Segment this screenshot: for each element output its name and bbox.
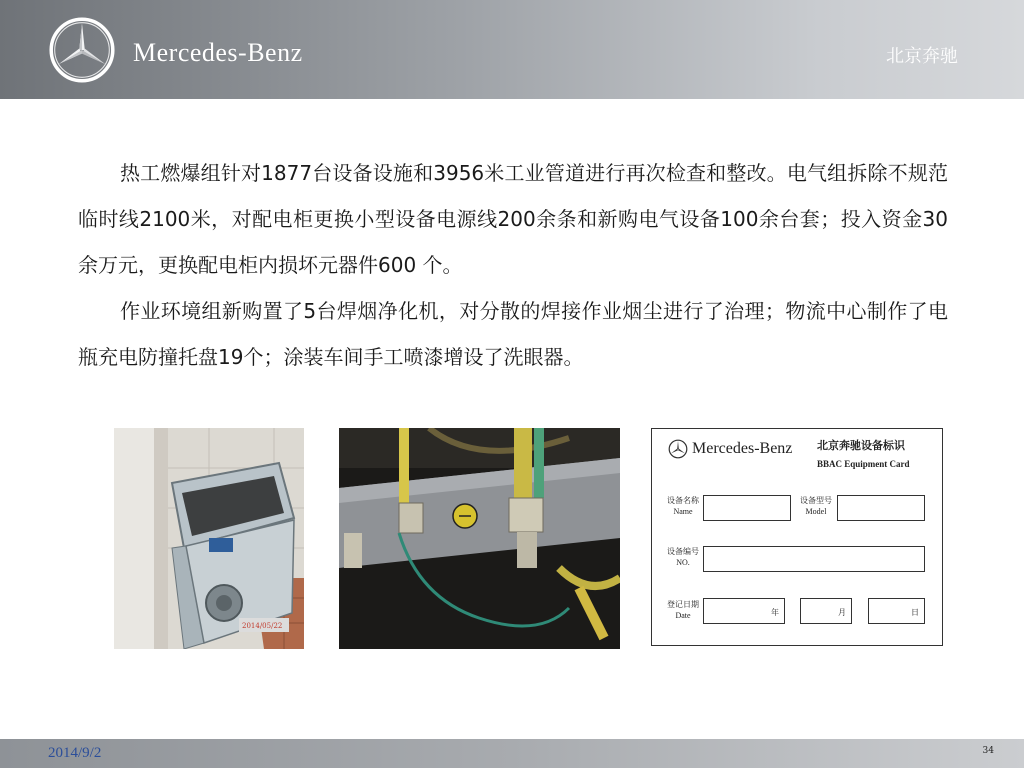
photo-grounding-terminal (339, 428, 620, 649)
company-name: 北京奔驰 (886, 46, 958, 67)
field-no (703, 546, 925, 572)
slide-content (78, 150, 948, 380)
paragraph-1: 热工燃爆组针对1877台设备设施和3956米工业管道进行再次检查和整改。电气组拆除不规范临时线2100米，对配电柜更换小型设备电源线200余条和新购电气设备100余台套；投入资金30余万元，更换配电柜内损坏元器件600 个。 (78, 161, 948, 277)
unit-day: 日 (911, 608, 919, 617)
field-name (703, 495, 791, 521)
grounding-terminal-illustration (339, 428, 620, 649)
mercedes-star-icon (668, 439, 688, 459)
slide-footer (0, 739, 1024, 768)
equipment-card (651, 428, 943, 646)
unit-month: 月 (838, 608, 846, 617)
mixing-machine-illustration (114, 428, 304, 649)
mercedes-star-icon (47, 15, 117, 85)
paragraph-2: 作业环境组新购置了5台焊烟净化机，对分散的焊接作业烟尘进行了治理；物流中心制作了电瓶充电防撞托盘19个；涂装车间手工喷漆增设了洗眼器。 (78, 299, 948, 369)
field-model (837, 495, 925, 521)
label-date: 登记日期 Date (667, 600, 699, 620)
brand-name: Mercedes-Benz (133, 38, 303, 67)
page-number: 34 (982, 746, 994, 756)
label-model: 设备型号 Model (800, 496, 832, 516)
photo-mixing-machine (114, 428, 304, 649)
label-no: 设备编号 NO. (667, 547, 699, 567)
unit-year: 年 (771, 608, 779, 617)
slide-header (0, 0, 1024, 99)
label-name: 设备名称 Name (667, 496, 699, 516)
card-brand: Mercedes-Benz (692, 440, 793, 457)
card-title-en: BBAC Equipment Card (817, 459, 910, 469)
photo-date-stamp: 2014/05/22 (242, 622, 283, 630)
footer-date: 2014/9/2 (48, 745, 102, 761)
card-title-cn: 北京奔驰设备标识 (817, 439, 905, 452)
